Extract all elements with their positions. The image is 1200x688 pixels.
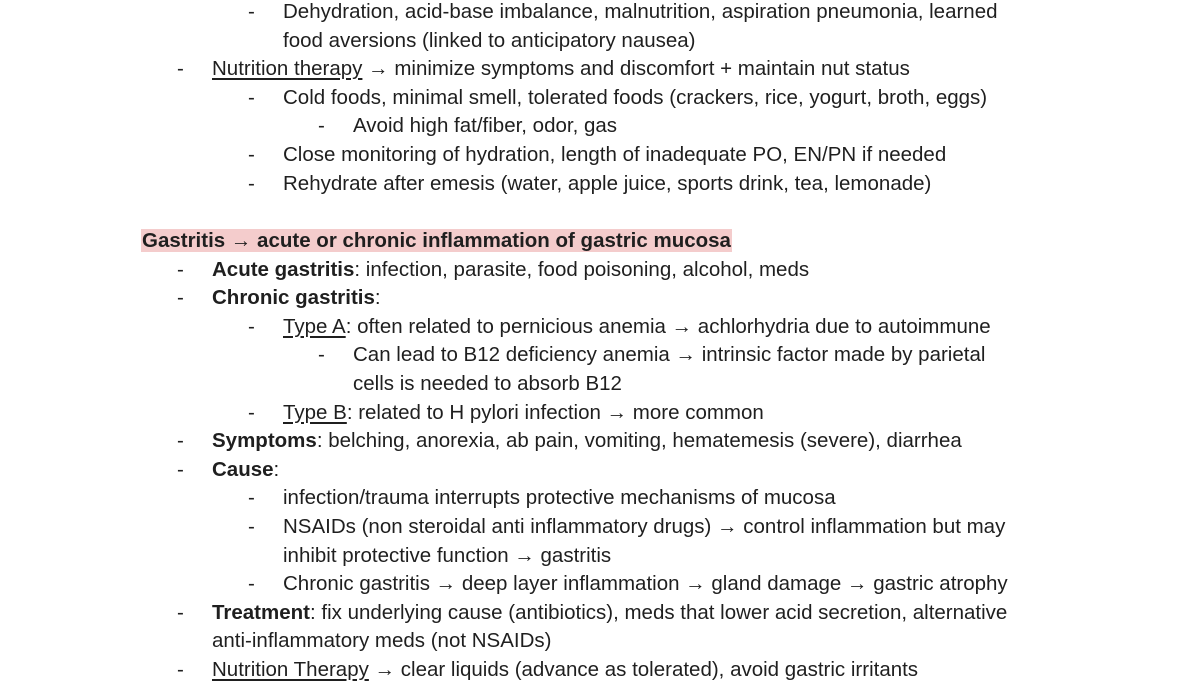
treatment-line-1 <box>212 599 1007 628</box>
bullet-dash: - <box>318 114 325 138</box>
bullet-dash: - <box>248 314 255 338</box>
chronic-gastritis-text: : <box>374 286 381 310</box>
bullet-dash: - <box>177 600 184 624</box>
acute-gastritis-line <box>212 256 809 285</box>
nv-item-rehydrate: Rehydrate after emesis (water, apple juice, sports drink, tea, lemonade) <box>283 171 932 195</box>
cause-infection: infection/trauma interrupts protective mechanisms of mucosa <box>283 486 836 510</box>
type-a-sub-line-2: cells is needed to absorb B12 <box>353 372 622 395</box>
bullet-dash: - <box>177 286 184 310</box>
bullet-dash: - <box>177 658 184 681</box>
gastritis-nutrition-text: → clear liquids (advance as tolerated), avoid gastric irritants <box>368 658 919 681</box>
bullet-dash: - <box>248 572 255 596</box>
bullet-dash: - <box>248 171 255 195</box>
treatment-label: Treatment <box>212 600 310 624</box>
nv-nutrition-line <box>212 55 910 84</box>
nv-item-avoid: Avoid high fat/fiber, odor, gas <box>353 114 618 138</box>
gastritis-nutrition-label: Nutrition Therapy <box>212 658 369 681</box>
cause-line <box>212 456 279 485</box>
nv-item-monitoring: Close monitoring of hydration, length of inadequate PO, EN/PN if needed <box>283 143 947 166</box>
nv-item-cold-foods: Cold foods, minimal smell, tolerated foods (crackers, rice, yogurt, broth, eggs) <box>283 85 988 109</box>
cause-nsaids-line-1: NSAIDs (non steroidal anti inflammatory drugs) → control inflammation but may <box>283 515 1006 538</box>
cause-chronic: Chronic gastritis → deep layer inflammation → gland damage → gastric atrophy <box>283 572 1008 596</box>
symptoms-label: Symptoms <box>212 429 317 453</box>
treatment-line-2: anti-inflammatory meds (not NSAIDs) <box>212 629 552 653</box>
cause-text: : <box>273 457 280 481</box>
nv-nutrition-label: Nutrition therapy <box>212 57 363 81</box>
bullet-dash: - <box>248 143 255 166</box>
bullet-dash: - <box>248 400 255 424</box>
bullet-dash: - <box>248 0 255 23</box>
symptoms-line <box>212 427 962 456</box>
gastritis-heading: Gastritis → acute or chronic inflammation of gastric mucosa <box>142 229 731 252</box>
type-a-line <box>283 313 991 342</box>
nv-nutrition-text: → minimize symptoms and discomfort + maintain nut status <box>362 57 910 81</box>
bullet-dash: - <box>318 343 325 367</box>
bullet-dash: - <box>177 57 184 81</box>
treatment-text-1: : fix underlying cause (antibiotics), meds that lower acid secretion, alternative <box>309 600 1008 624</box>
chronic-gastritis-label: Chronic gastritis <box>212 286 375 310</box>
type-a-label: Type A <box>283 314 346 338</box>
type-a-text: : often related to pernicious anemia → achlorhydria due to autoimmune <box>345 314 991 338</box>
type-b-line <box>283 399 764 428</box>
type-a-sub-line-1: Can lead to B12 deficiency anemia → intrinsic factor made by parietal <box>353 343 986 367</box>
bullet-dash: - <box>248 85 255 109</box>
acute-gastritis-text: : infection, parasite, food poisoning, alcohol, meds <box>354 257 810 281</box>
type-b-text: : related to H pylori infection → more common <box>346 400 764 424</box>
bullet-dash: - <box>248 486 255 510</box>
acute-gastritis-label: Acute gastritis <box>212 257 355 281</box>
gastritis-nutrition-line <box>212 656 918 685</box>
complications-line-2: food aversions (linked to anticipatory nausea) <box>283 28 696 52</box>
type-b-label: Type B <box>283 400 347 424</box>
complications-line-1: Dehydration, acid-base imbalance, malnutrition, aspiration pneumonia, learned <box>283 0 998 23</box>
symptoms-text: : belching, anorexia, ab pain, vomiting, hematemesis (severe), diarrhea <box>316 429 962 453</box>
cause-label: Cause <box>212 457 274 481</box>
bullet-dash: - <box>177 257 184 281</box>
bullet-dash: - <box>248 515 255 538</box>
cause-nsaids-line-2: inhibit protective function → gastritis <box>283 543 612 567</box>
gastritis-heading-line <box>141 227 732 256</box>
chronic-gastritis-line <box>212 284 381 313</box>
bullet-dash: - <box>177 429 184 453</box>
bullet-dash: - <box>177 457 184 481</box>
